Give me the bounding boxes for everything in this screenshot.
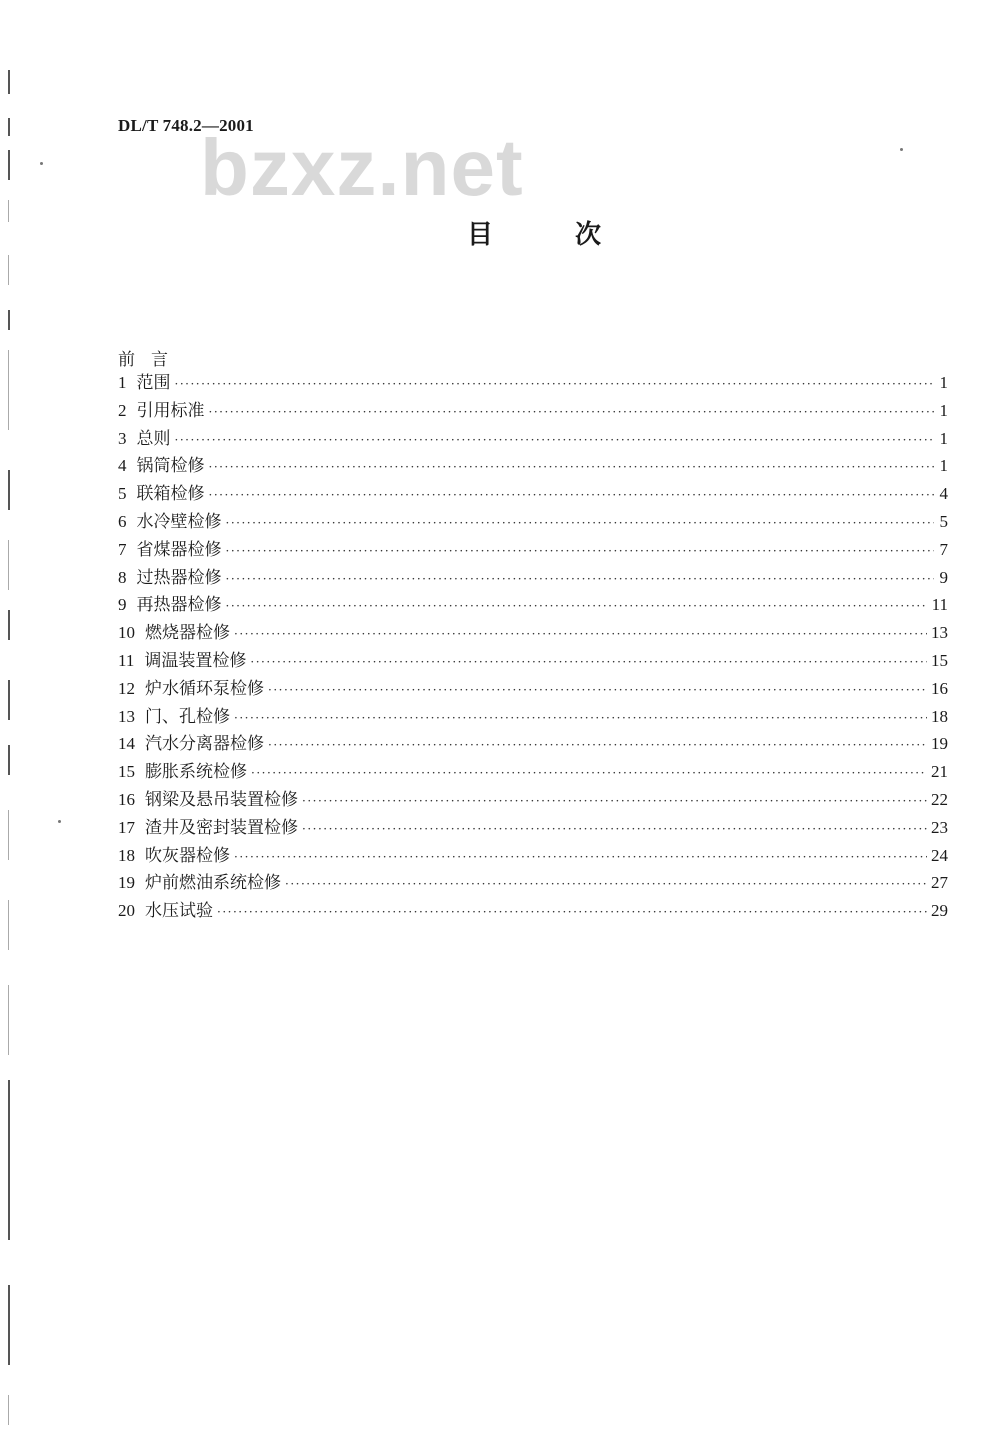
toc-entry-page: 19 [931, 734, 948, 754]
toc-entry-page: 27 [931, 873, 948, 893]
scan-edge-mark [8, 1395, 9, 1425]
toc-entry-page: 1 [939, 400, 948, 420]
toc-entry [118, 424, 948, 452]
toc-entry [118, 563, 948, 591]
toc-entry-number: 20 [118, 901, 135, 921]
toc-leader-dots [268, 683, 927, 697]
toc-entry-number: 15 [118, 762, 135, 782]
toc-entry [118, 507, 948, 535]
toc-entry-page: 7 [939, 539, 948, 559]
toc-entry-number: 11 [118, 650, 135, 670]
toc-entry-page: 29 [931, 901, 948, 921]
toc-leader-dots [209, 488, 935, 502]
scan-edge-mark [8, 350, 9, 430]
toc-entry-label: 钢梁及悬吊装置检修 [145, 789, 298, 810]
toc-leader-dots [226, 544, 935, 558]
scan-edge-mark [8, 1285, 10, 1365]
toc-entry [118, 813, 948, 841]
toc-entry-label: 门、孔检修 [145, 706, 230, 727]
toc-leader-dots [234, 711, 927, 725]
toc-entry-label: 水冷壁检修 [136, 511, 222, 532]
toc-entry [118, 590, 948, 618]
toc-entry-page: 1 [939, 373, 948, 392]
scan-edge-mark [8, 540, 9, 590]
toc-entry-page: 22 [931, 789, 948, 809]
toc-entry [118, 674, 948, 702]
toc-entry-page: 1 [939, 456, 948, 476]
toc-leader-dots [302, 794, 927, 808]
toc-entry-page: 9 [939, 567, 948, 587]
toc-entry-number: 2 [118, 400, 127, 420]
toc-entry-page: 11 [931, 595, 948, 615]
toc-entry-label: 渣井及密封装置检修 [145, 817, 298, 838]
toc-leader-dots [226, 572, 935, 586]
toc-entry [118, 368, 948, 396]
toc-entry [118, 896, 948, 924]
toc-entry-number: 18 [118, 845, 135, 865]
scan-edge-mark [8, 1080, 10, 1240]
toc-entry [118, 646, 948, 674]
toc-entry-label: 调温装置检修 [144, 650, 247, 671]
toc-leader-dots [285, 877, 927, 891]
toc-entry [118, 535, 948, 563]
toc-entry-number: 8 [118, 567, 127, 587]
toc-entry-page: 21 [931, 762, 948, 782]
toc-entry-number: 7 [118, 539, 127, 559]
scan-edge-mark [8, 810, 9, 860]
toc-entry-number: 16 [118, 789, 135, 809]
toc-entry-label: 范围 [136, 373, 171, 393]
toc-entry-number: 19 [118, 873, 135, 893]
toc-entry-label: 省煤器检修 [136, 539, 222, 560]
toc-title [467, 214, 601, 251]
toc-entry-number: 4 [118, 456, 127, 476]
toc-entry-number: 9 [118, 595, 127, 615]
toc-title-char: 次 [575, 220, 602, 250]
toc-leader-dots [226, 516, 935, 530]
toc-entry-label: 燃烧器检修 [145, 623, 230, 644]
toc-entry [118, 618, 948, 646]
scan-edge-mark [8, 70, 10, 94]
scan-speck [900, 148, 903, 151]
scan-speck [40, 162, 43, 165]
toc-entry-number: 1 [118, 373, 127, 392]
toc-leader-dots [302, 822, 927, 836]
toc-leader-dots [175, 433, 935, 447]
toc-entry-number: 17 [118, 817, 135, 837]
toc-entry-label: 总则 [136, 428, 171, 449]
scan-edge-mark [8, 150, 10, 180]
scan-edge-mark [8, 255, 9, 285]
toc-entry [118, 479, 948, 507]
toc-entry-page: 5 [939, 511, 948, 531]
toc-leader-dots [209, 405, 935, 419]
scan-edge-mark [8, 200, 9, 222]
toc-entry-label: 汽水分离器检修 [145, 734, 264, 755]
toc-entry-page: 24 [931, 845, 948, 865]
toc-entry [118, 868, 948, 896]
toc-entry-page: 16 [931, 678, 948, 698]
toc-entry [118, 396, 948, 424]
toc-leader-dots [209, 460, 935, 474]
scan-edge-mark [8, 118, 10, 136]
toc-entry-number: 10 [118, 623, 135, 643]
toc-entry-label: 炉前燃油系统检修 [145, 873, 281, 894]
toc-entry-number: 3 [118, 428, 127, 448]
toc-entry-page: 13 [931, 623, 948, 643]
toc-entry [118, 757, 948, 785]
toc-entry-number: 13 [118, 706, 135, 726]
scan-edge-mark [8, 900, 9, 950]
toc-entry-label: 引用标准 [136, 400, 205, 421]
toc-entry-label: 锅筒检修 [136, 456, 205, 477]
toc-entry-number: 6 [118, 511, 127, 531]
toc-leader-dots [226, 599, 928, 613]
toc-entry [118, 729, 948, 757]
toc-leader-dots [234, 850, 927, 864]
toc-leader-dots [234, 627, 927, 641]
toc-title-char: 目 [467, 220, 494, 250]
toc-entry-page: 23 [931, 817, 948, 837]
scan-edge-mark [8, 745, 10, 775]
toc-entry [118, 702, 948, 730]
toc-entry-label: 过热器检修 [136, 567, 222, 588]
toc-list [118, 368, 948, 924]
toc-entry-label: 再热器检修 [136, 595, 222, 616]
toc-entry-label: 炉水循环泵检修 [145, 678, 264, 699]
toc-entry-page: 18 [931, 706, 948, 726]
scan-edge-mark [8, 680, 10, 720]
scan-speck [58, 820, 61, 823]
toc-entry-label: 水压试验 [145, 901, 213, 922]
toc-entry-number: 5 [118, 484, 127, 504]
toc-leader-dots [251, 766, 927, 780]
toc-entry-number: 12 [118, 678, 135, 698]
toc-entry-label: 联箱检修 [136, 484, 205, 505]
toc-entry-label: 膨胀系统检修 [145, 762, 247, 783]
toc-leader-dots [250, 655, 927, 669]
toc-leader-dots [268, 738, 927, 752]
toc-entry-page: 1 [939, 428, 948, 448]
toc-entry-number: 14 [118, 734, 135, 754]
document-code: DL/T 748.2—2001 [118, 116, 254, 135]
toc-leader-dots [217, 905, 927, 919]
watermark: bzxz.net [200, 123, 524, 212]
scan-edge-mark [8, 310, 10, 330]
toc-entry [118, 785, 948, 813]
toc-entry [118, 451, 948, 479]
toc-entry [118, 841, 948, 869]
toc-preface: 前言 [118, 350, 184, 370]
toc-entry-page: 4 [939, 484, 948, 504]
scan-edge-mark [8, 610, 10, 640]
toc-entry-page: 15 [931, 650, 948, 670]
scan-edge-mark [8, 470, 10, 510]
toc-entry-label: 吹灰器检修 [145, 845, 230, 866]
scan-edge-mark [8, 985, 9, 1055]
toc-leader-dots [175, 377, 935, 391]
